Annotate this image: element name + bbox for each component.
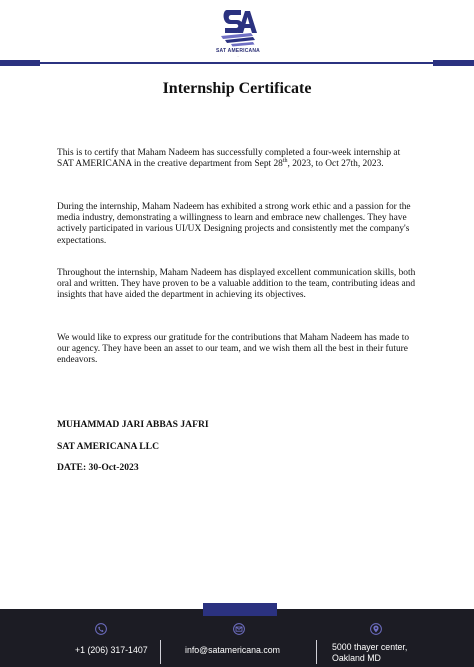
- company-logo: [213, 6, 263, 60]
- logo-tagline: ...: [236, 54, 240, 58]
- logo-mark-icon: [213, 6, 263, 50]
- certificate-title: Internship Certificate: [162, 80, 312, 97]
- paragraph-certify-end: , 2023, to Oct 27th, 2023.: [287, 159, 384, 170]
- footer-address-line1: 5000 thayer center,: [332, 642, 408, 652]
- footer-phone[interactable]: +1 (206) 317-1407: [75, 645, 148, 655]
- certificate-date: DATE: 30-Oct-2023: [57, 462, 139, 473]
- signatory-name: MUHAMMAD JARI ABBAS JAFRI: [57, 419, 209, 430]
- mail-icon: [233, 623, 245, 635]
- location-pin-icon: [370, 623, 382, 635]
- footer-address-line2: Oakland MD: [332, 653, 381, 663]
- footer-address: [332, 642, 407, 664]
- paragraph-gratitude: We would like to express our gratitude for the contributions that Maham Nadeem has made to our agency. They have been an asset to our team, and we wish them all the best in their future endeavors.: [57, 333, 410, 366]
- footer-tab: [203, 603, 277, 616]
- paragraph-skills: Throughout the internship, Maham Nadeem has displayed excellent communication skills, both oral and written. They have proven to be a valuable addition to the team, contributing ideas and insights that have aided the department in achieving its objectives.: [57, 268, 416, 301]
- paragraph-performance: During the internship, Maham Nadeem has exhibited a strong work ethic and a passion for the media industry, demonstrating a willingness to learn and embrace new challenges. They have actively participated in various UI/UX Designing projects and consistently met the company's expectations.: [57, 202, 411, 246]
- signatory-company: SAT AMERICANA LLC: [57, 441, 159, 452]
- footer-divider-1: [160, 640, 161, 664]
- phone-icon: [95, 623, 107, 635]
- ordinal-suffix: th: [282, 158, 288, 165]
- header-rule: [40, 62, 433, 64]
- footer-email[interactable]: info@satamericana.com: [185, 645, 280, 655]
- header-bar-left: [0, 60, 40, 66]
- paragraph-certify-text: This is to certify that Maham Nadeem has successfully completed a four-week internship at SAT AMERICANA in the creative department from Sept 28: [57, 148, 401, 170]
- paragraph-certify: [57, 148, 417, 170]
- footer-divider-2: [316, 640, 317, 664]
- logo-brand-text: SAT AMERICANA: [216, 48, 260, 54]
- header-bar-right: [433, 60, 474, 66]
